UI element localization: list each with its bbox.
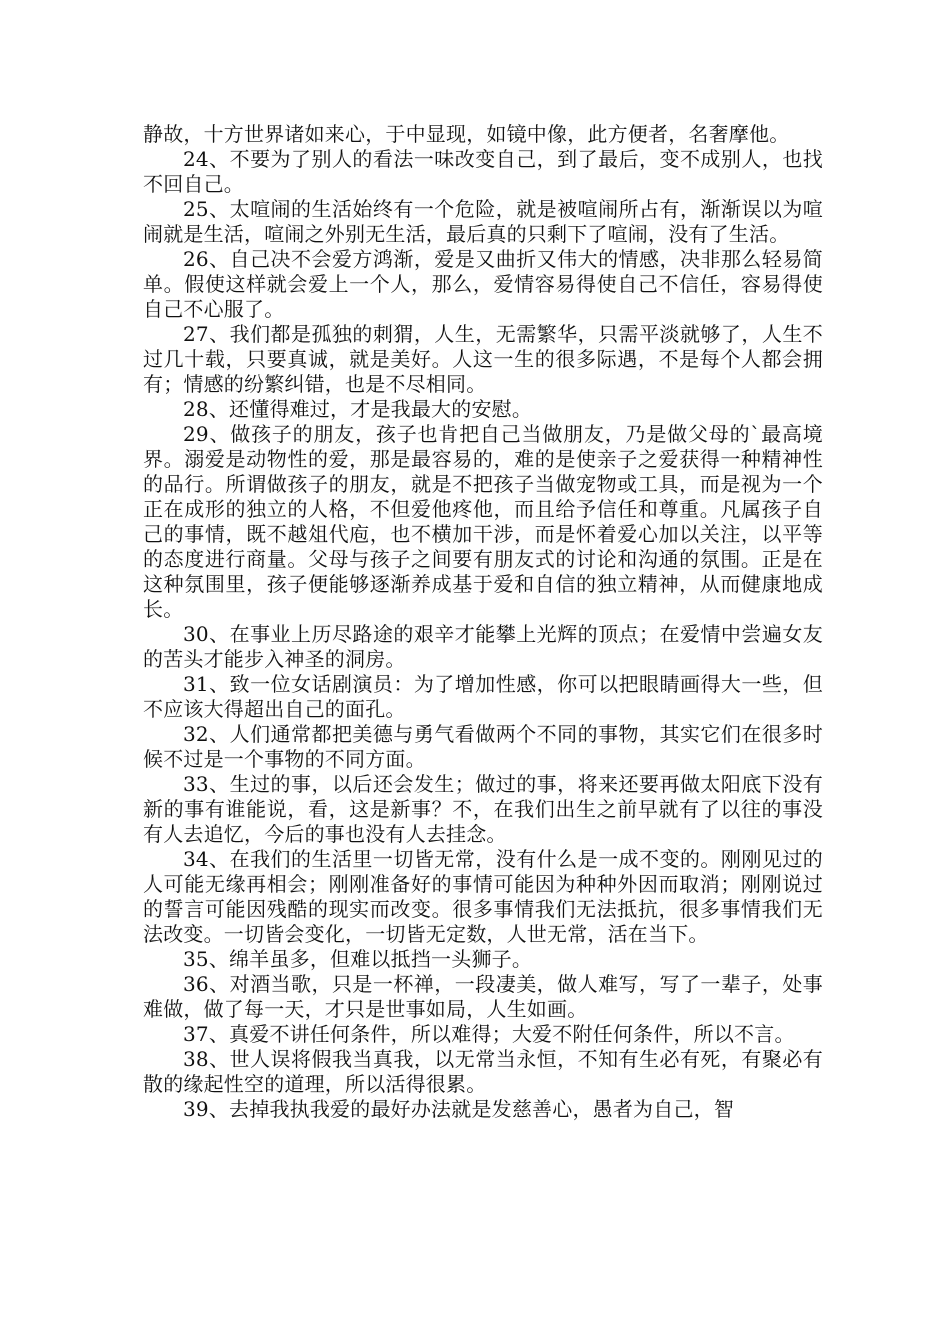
document-body <box>143 122 823 1122</box>
paragraph-p37: 37、真爱不讲任何条件，所以难得；大爱不附任何条件，所以不言。 <box>183 1022 795 1046</box>
paragraph-p29: 29、做孩子的朋友，孩子也肯把自己当做朋友，乃是做父母的`最高境界。溺爱是动物性的爱，那是最容易的，难的是使亲子之爱获得一种精神性的品行。所谓做孩子的朋友，就是不把孩子当做宠物或工具，而是视为一个正在成形的独立的人格，不但爱他疼他，而且给予信任和尊重。凡属孩子自己的事情，既不越俎代庖，也不横加干涉，而是怀着爱心加以关注，以平等的态度进行商量。父母与孩子之间要有朋友式的讨论和沟通的氛围。正是在这种氛围里，孩子便能够逐渐养成基于爱和自信的独立精神，从而健康地成长。 <box>143 422 823 621</box>
paragraph-p33: 33、生过的事，以后还会发生；做过的事，将来还要再做太阳底下没有新的事有谁能说，看，这是新事？不，在我们出生之前早就有了以往的事没有人去追忆，今后的事也没有人去挂念。 <box>143 772 823 846</box>
paragraph-p39: 39、去掉我执我爱的最好办法就是发慈善心，愚者为自己，智 <box>183 1097 735 1121</box>
paragraph-p35: 35、绵羊虽多，但难以抵挡一头狮子。 <box>183 947 533 971</box>
paragraph-p30: 30、在事业上历尽路途的艰辛才能攀上光辉的顶点；在爱情中尝遍女友的苦头才能步入神圣的洞房。 <box>143 622 823 671</box>
paragraph-p26: 26、自己决不会爱方鸿渐，爱是又曲折又伟大的情感，决非那么轻易简单。假使这样就会爱上一个人，那么，爱情容易得使自己不信任，容易得使自己不心服了。 <box>143 247 823 321</box>
paragraph-p31: 31、致一位女话剧演员：为了增加性感，你可以把眼睛画得大一些，但不应该大得超出自己的面孔。 <box>143 672 823 721</box>
paragraph-p23-cont: 静故，十方世界诸如来心，于中显现，如镜中像，此方便者，名奢摩他。 <box>143 122 790 146</box>
paragraph-p34: 34、在我们的生活里一切皆无常，没有什么是一成不变的。刚刚见过的人可能无缘再相会；刚刚准备好的事情可能因为种种外因而取消；刚刚说过的誓言可能因残酷的现实而改变。很多事情我们无法抵抗，很多事情我们无法改变。一切皆会变化，一切皆无定数，人世无常，活在当下。 <box>143 847 823 946</box>
paragraph-p28: 28、还懂得难过，才是我最大的安慰。 <box>183 397 533 421</box>
paragraph-p32: 32、人们通常都把美德与勇气看做两个不同的事物，其实它们在很多时候不过是一个事物的不同方面。 <box>143 722 823 771</box>
paragraph-p27: 27、我们都是孤独的刺猬，人生，无需繁华，只需平淡就够了，人生不过几十载，只要真诚，就是美好。人这一生的很多际遇，不是每个人都会拥有；情感的纷繁纠错，也是不尽相同。 <box>143 322 823 396</box>
paragraph-p24: 24、不要为了别人的看法一味改变自己，到了最后，变不成别人，也找不回自己。 <box>143 147 823 196</box>
paragraph-p36: 36、对酒当歌，只是一杯禅，一段凄美，做人难写，写了一辈子，处事难做，做了每一天，才只是世事如局，人生如画。 <box>143 972 823 1021</box>
paragraph-p25: 25、太喧闹的生活始终有一个危险，就是被喧闹所占有，渐渐误以为喧闹就是生活，喧闹之外别无生活，最后真的只剩下了喧闹，没有了生活。 <box>143 197 823 246</box>
paragraph-p38: 38、世人误将假我当真我，以无常当永恒，不知有生必有死，有聚必有散的缘起性空的道理，所以活得很累。 <box>143 1047 823 1096</box>
